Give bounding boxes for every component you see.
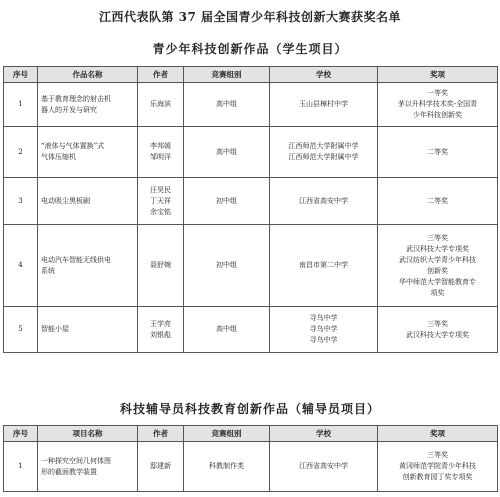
cell-award-line: 武汉科技大学专项奖 (406, 330, 469, 339)
cell-name-line: 器人的开发与研究 (41, 105, 97, 114)
cell-award (378, 225, 498, 307)
header-no: 序号 (4, 67, 38, 83)
cell-author-line: 余宝铭 (150, 207, 171, 216)
cell-name-line: 电动吸尘黑板刷 (41, 196, 90, 205)
cell-name (38, 225, 138, 307)
cell-name-line: 系统 (41, 266, 55, 275)
cell-author (138, 178, 184, 225)
cell-award (378, 83, 498, 127)
cell-award-line: 武汉科技大学专项奖 (406, 244, 469, 253)
cell-award-line: 创新教育园丁奖专项奖 (402, 473, 473, 481)
header-group: 竞赛组别 (184, 426, 270, 442)
cell-name-line: “液体与气体置换”式 (41, 142, 105, 150)
cell-no: 1 (4, 442, 38, 492)
cell-name-line: 电动汽车智能无线供电 (41, 255, 111, 264)
cell-author-line: 邸建新 (150, 462, 171, 470)
cell-award (378, 307, 498, 353)
cell-group: 高中组 (184, 83, 270, 127)
cell-school (270, 307, 378, 353)
cell-school-line: 江西师范大学附属中学 (288, 142, 359, 150)
cell-name-line: 形的截面教学装置 (41, 467, 97, 476)
cell-no: 3 (4, 178, 38, 225)
cell-award-line: 三等奖 (427, 233, 448, 242)
section1-title: 青少年科技创新作品（学生项目） (152, 42, 348, 56)
cell-award-line: 少年科技创新奖 (413, 111, 462, 119)
table-row (4, 442, 498, 492)
cell-name-line: 一种探究空间几何体图 (41, 456, 111, 465)
cell-group: 初中组 (184, 225, 270, 307)
cell-author (138, 442, 184, 492)
cell-award-line: 二等奖 (427, 196, 448, 205)
cell-award-line: 项奖 (430, 288, 445, 297)
cell-school (270, 225, 378, 307)
cell-school (270, 178, 378, 225)
cell-name (38, 127, 138, 178)
cell-author (138, 83, 184, 127)
cell-award (378, 127, 498, 178)
cell-name (38, 83, 138, 127)
cell-award-line: 武汉纺织大学青少年科技 (399, 255, 476, 264)
table-row (4, 178, 498, 225)
cell-school-line: 江西省高安中学 (299, 462, 348, 470)
cell-name (38, 178, 138, 225)
document-title: 江西代表队第 37 届全国青少年科技创新大赛获奖名单 (98, 10, 402, 24)
cell-name-line: 气体压缩机 (41, 153, 76, 161)
student-awards-table (3, 66, 498, 353)
table-row (4, 127, 498, 178)
cell-author-line: 乐海滨 (150, 100, 171, 108)
cell-award (378, 442, 498, 492)
cell-name (38, 442, 138, 492)
cell-school-line: 玉山县樟村中学 (299, 100, 348, 108)
cell-award-line: 黄冈师范学院青少年科技 (399, 462, 476, 470)
table-row (4, 307, 498, 353)
cell-group: 高中组 (184, 307, 270, 353)
cell-school (270, 83, 378, 127)
cell-author-line: 丁天祥 (150, 196, 171, 205)
cell-award (378, 178, 498, 225)
cell-author-line: 聂舒婉 (150, 261, 171, 269)
cell-school (270, 127, 378, 178)
cell-author (138, 307, 184, 353)
cell-no: 1 (4, 83, 38, 127)
cell-school-line: 江西师范大学附属中学 (288, 153, 359, 161)
header-author: 作者 (138, 426, 184, 442)
cell-no: 5 (4, 307, 38, 353)
header-award: 奖项 (378, 426, 498, 442)
cell-award-line: 茅以升科学技术奖-全国青 (397, 100, 478, 108)
header-author: 作者 (138, 67, 184, 83)
cell-school-line: 寻乌中学 (309, 314, 338, 322)
header-no: 序号 (4, 426, 38, 442)
cell-author-line: 邹明洋 (150, 153, 171, 161)
cell-award-line: 二等奖 (427, 147, 448, 156)
cell-name (38, 307, 138, 353)
cell-group: 高中组 (184, 127, 270, 178)
table-header-row (4, 426, 498, 442)
cell-no: 4 (4, 225, 38, 307)
cell-school-line: 寻乌中学 (309, 336, 338, 344)
cell-author-line: 李邦媛 (150, 142, 171, 150)
table-row (4, 83, 498, 127)
table-row (4, 225, 498, 307)
cell-no: 2 (4, 127, 38, 178)
cell-author (138, 127, 184, 178)
header-school: 学校 (270, 67, 378, 83)
cell-school (270, 442, 378, 492)
cell-school-line: 寻乌中学 (309, 325, 338, 333)
cell-award-line: 三等奖 (427, 319, 448, 328)
cell-award-line: 创新奖 (427, 266, 448, 275)
cell-award-line: 三等奖 (427, 451, 448, 459)
cell-group: 科教制作类 (184, 442, 270, 492)
cell-author-line: 汪昊民 (150, 185, 171, 194)
table-header-row (4, 67, 498, 83)
cell-author-line: 王学亮 (150, 319, 171, 328)
header-award: 奖项 (378, 67, 498, 83)
section2-title: 科技辅导员科技教育创新作品（辅导员项目） (119, 402, 380, 416)
header-group: 竞赛组别 (184, 67, 270, 83)
cell-school-line: 江西省高安中学 (299, 196, 348, 205)
header-name: 作品名称 (38, 67, 138, 83)
header-name: 项目名称 (38, 426, 138, 442)
cell-award-line: 一等奖 (427, 89, 448, 97)
cell-author (138, 225, 184, 307)
cell-school-line: 南昌市第二中学 (299, 261, 348, 269)
cell-award-line: 华中师范大学智能教育专 (399, 277, 476, 286)
header-school: 学校 (270, 426, 378, 442)
cell-name-line: 智能小屋 (41, 325, 69, 333)
cell-author-line: 刘银彪 (150, 330, 171, 339)
cell-group: 初中组 (184, 178, 270, 225)
cell-name-line: 基于教育理念的射击机 (41, 94, 111, 103)
counselor-awards-table (3, 425, 498, 492)
